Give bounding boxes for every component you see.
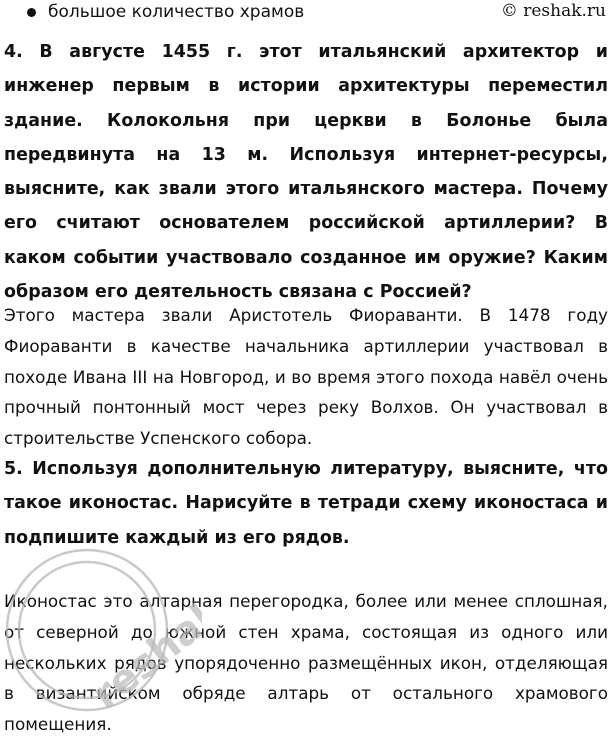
svg-text:reshak.ru: reshak.ru xyxy=(83,549,202,719)
question-5: 5. Используя дополнительную литературу, выясните, что такое иконостас. Нарисуйте в тетради схему иконостаса и подпишите каждый из его рядов. xyxy=(4,459,608,548)
question-4: 4. В августе 1455 г. этот итальянский архитектор и инженер первым в истории архитектуры переместил здание. Колокольня при церкви в Болонье была передвинута на 13 м. Используя интернет-ресурсы, выясните, как звали этого итальянского мастера. Почему его считают основателем российской артиллерии? В каком событии участвовало созданное им оружие? Каким образом его деятельность связана с Россией? xyxy=(4,42,608,303)
site-copyright: © reshak.ru xyxy=(500,1,606,21)
answer-4: Этого мастера звали Аристотель Фиораванти. В 1478 году Фиораванти в качестве начальника артиллерии участвовал в походе Ивана III на Новгород, и во время этого похода навёл очень прочный понтонный мост через реку Волхов. Он участвовал в строительстве Успенского собора. xyxy=(4,305,608,449)
list-item-text: большое количество храмов xyxy=(48,2,305,22)
answer-5: Иконостас это алтарная перегородка, более или менее сплошная, от северной до южной стен храма, состоящая из одного или нескольких рядов упорядоченно размещённых икон, отделяющая в византийском обряде алтарь от остального храмового помещения. xyxy=(4,591,608,735)
bullet-icon xyxy=(27,8,36,17)
